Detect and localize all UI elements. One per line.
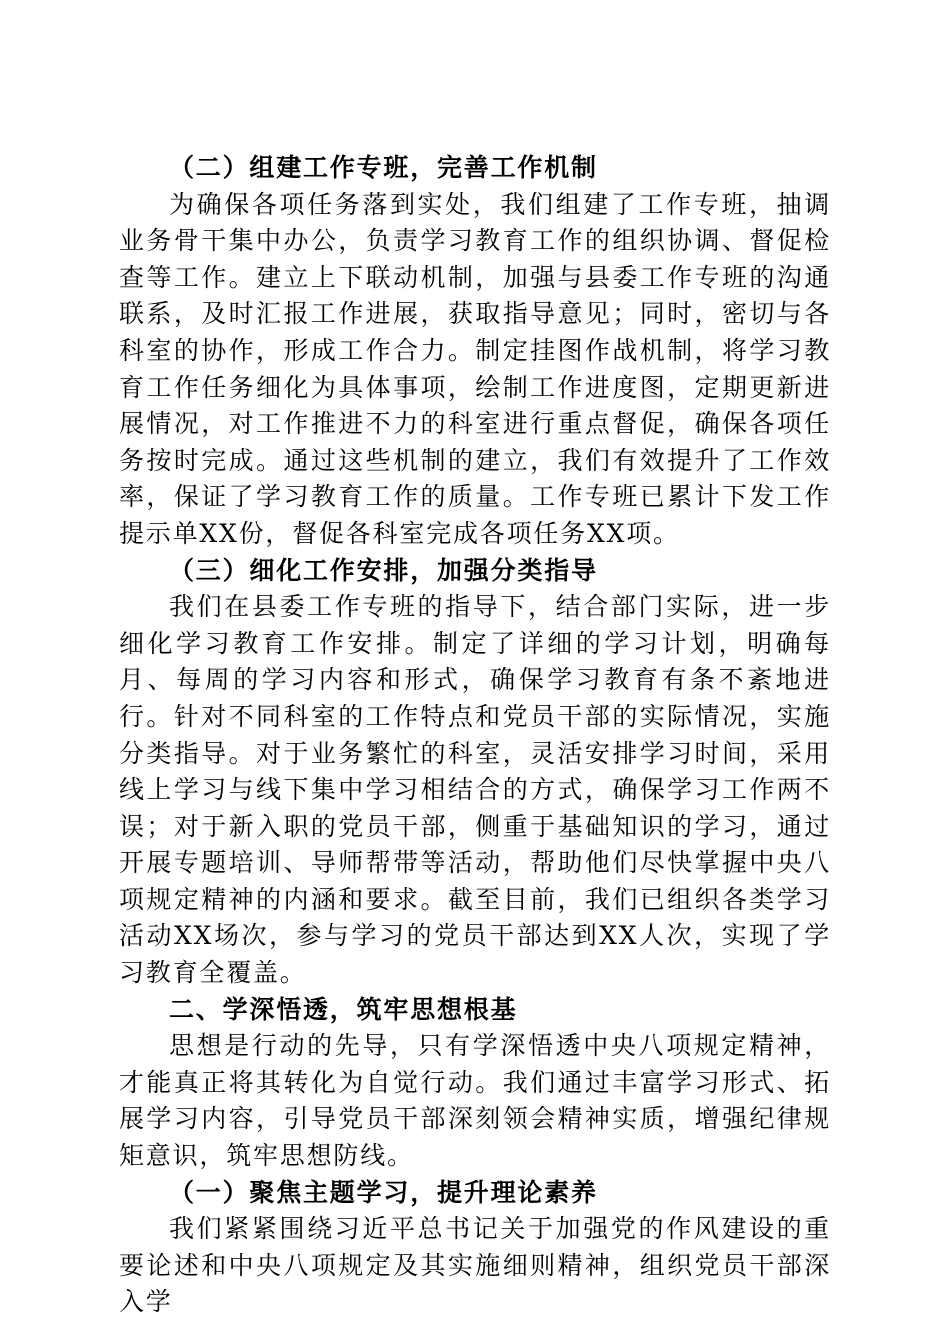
section-heading-2: 二、学深悟透，筑牢思想根基 [169,994,518,1024]
subheading-2: （二）组建工作专班，完善工作机制 [169,153,598,182]
paragraph-work-arrangement: 我们在县委工作专班的指导下，结合部门实际，进一步细化学习教育工作安排。制定了详细的学习计划，明确每月、每周的学习内容和形式，确保学习教育有条不紊地进行。针对不同科室的工作特点和党员干部的实际情况，实施分类指导。对于业务繁忙的科室，灵活安排学习时间，采用线上学习与线下集中学习相结合的方式，确保学习工作两不误；对于新入职的党员干部，侧重于基础知识的学习，通过开展专题培训、导师帮带等活动，帮助他们尽快掌握中央八项规定精神的内涵和要求。截至目前，我们已组织各类学习活动XX场次，参与学习的党员干部达到XX人次，实现了学习教育全覆盖。 [119,592,831,988]
subheading-3: （三）细化工作安排，加强分类指导 [169,555,598,585]
subheading-1: （一）聚焦主题学习，提升理论素养 [169,1177,598,1207]
paragraph-theme-study: 我们紧紧围绕习近平总书记关于加强党的作风建设的重要论述和中央八项规定及其实施细则精神，组织党员干部深入学 [119,1214,831,1317]
paragraph-work-team: 为确保各项任务落到实处，我们组建了工作专班，抽调业务骨干集中办公，负责学习教育工作的组织协调、督促检查等工作。建立上下联动机制，加强与县委工作专班的沟通联系，及时汇报工作进展，获取指导意见；同时，密切与各科室的协作，形成工作合力。制定挂图作战机制，将学习教育工作任务细化为具体事项，绘制工作进度图，定期更新进展情况，对工作推进不力的科室进行重点督促，确保各项任务按时完成。通过这些机制的建立，我们有效提升了工作效率，保证了学习教育工作的质量。工作专班已累计下发工作提示单XX份，督促各科室完成各项任务XX项。 [119,189,831,548]
document-body [119,150,831,1321]
paragraph-thought: 思想是行动的先导，只有学深悟透中央八项规定精神，才能真正将其转化为自觉行动。我们通过丰富学习形式、拓展学习内容，引导党员干部深刻领会精神实质，增强纪律规矩意识，筑牢思想防线。 [119,1031,831,1171]
